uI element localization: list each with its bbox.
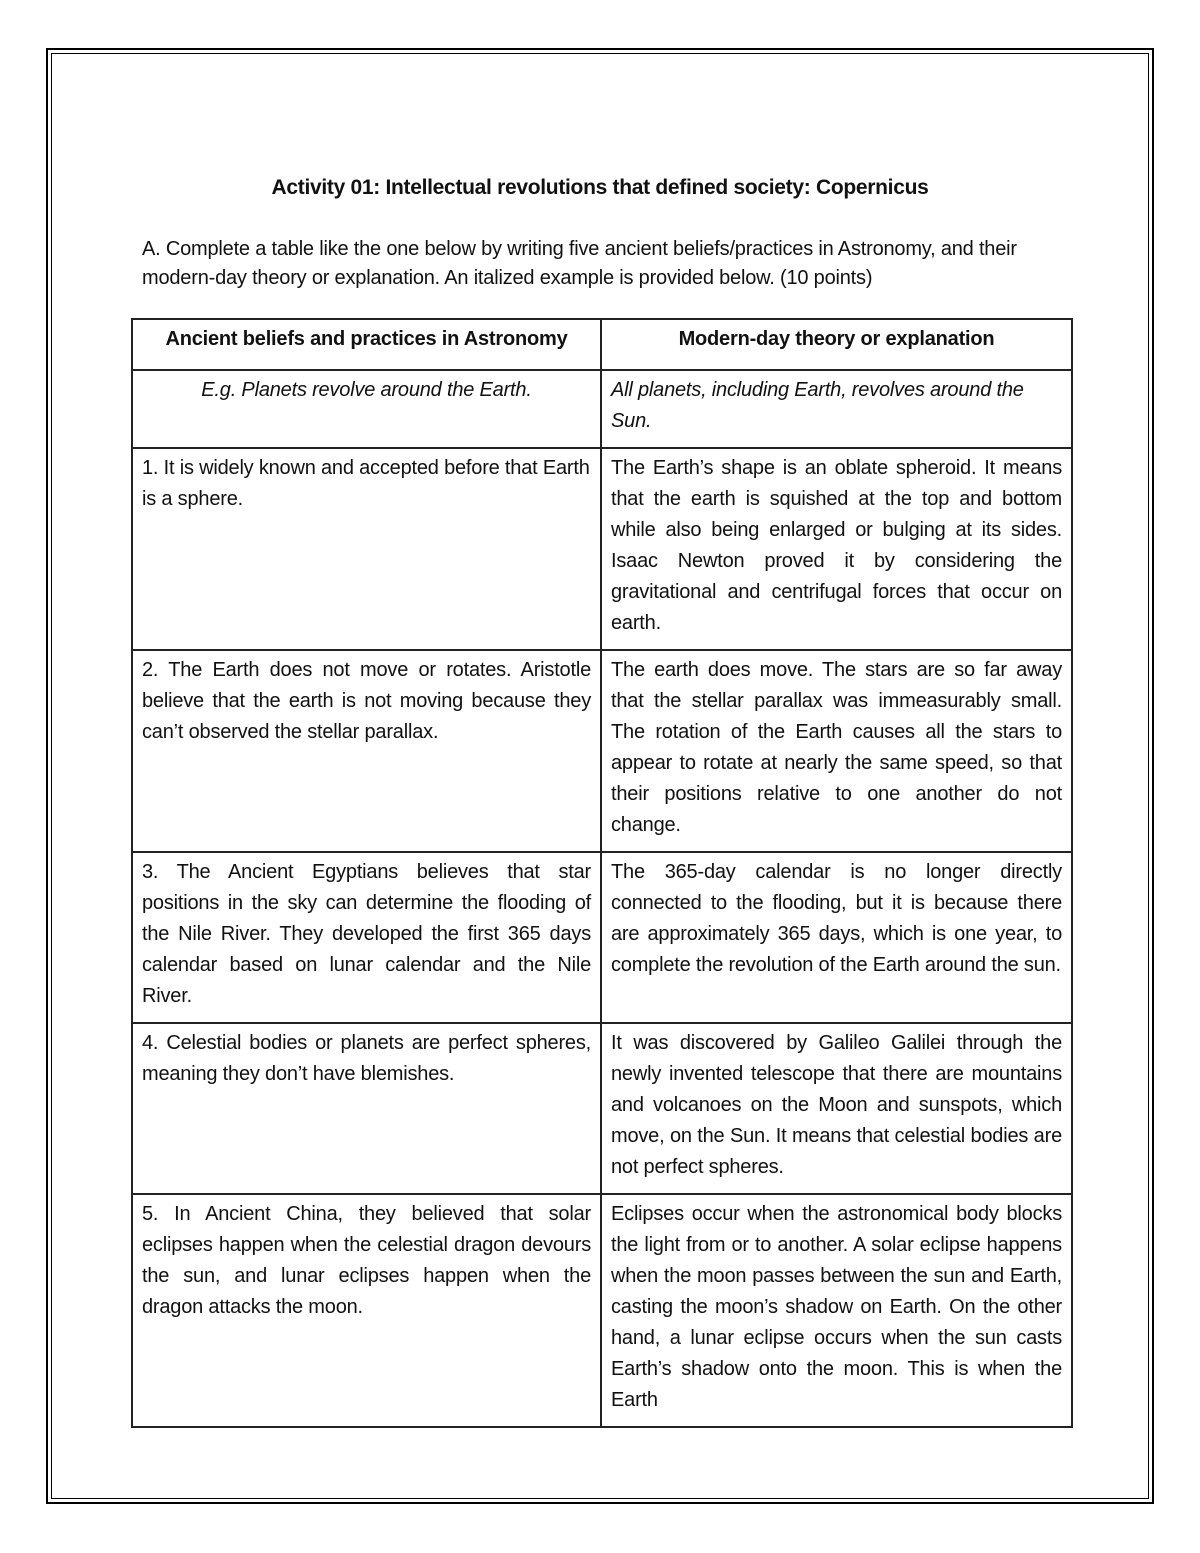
- ancient-belief-cell: 4. Celestial bodies or planets are perfect spheres, meaning they don’t have blemishes.: [132, 1023, 601, 1194]
- instructions-paragraph: A. Complete a table like the one below by writing five ancient beliefs/practices in Astronomy, and their modern-day theory or explanation. An italized example is provided below. (10 points): [142, 238, 1017, 289]
- beliefs-table: [131, 318, 1073, 1428]
- ancient-belief-cell: 1. It is widely known and accepted before that Earth is a sphere.: [132, 448, 601, 650]
- example-ancient: E.g. Planets revolve around the Earth.: [132, 370, 601, 448]
- ancient-belief-cell: 2. The Earth does not move or rotates. Aristotle believe that the earth is not moving because they can’t observed the stellar parallax.: [132, 650, 601, 852]
- modern-explanation-cell: The earth does move. The stars are so far away that the stellar parallax was immeasurably small. The rotation of the Earth causes all the stars to appear to rotate at nearly the same speed, so that their positions relative to one another do not change.: [601, 650, 1072, 852]
- ancient-belief-cell: 3. The Ancient Egyptians believes that star positions in the sky can determine the flooding of the Nile River. They developed the first 365 days calendar based on lunar calendar and the Nile River.: [132, 852, 601, 1023]
- example-row: [132, 370, 1072, 448]
- document-title: Activity 01: Intellectual revolutions that defined society: Copernicus: [271, 176, 929, 199]
- table-row: [132, 852, 1072, 1023]
- modern-explanation-cell: The 365-day calendar is no longer directly connected to the flooding, but it is because there are approximately 365 days, which is one year, to complete the revolution of the Earth around the sun.: [601, 852, 1072, 1023]
- table-row: [132, 1023, 1072, 1194]
- modern-explanation-cell: The Earth’s shape is an oblate spheroid. It means that the earth is squished at the top and bottom while also being enlarged or bulging at its sides. Isaac Newton proved it by considering the gravitational and centrifugal forces that occur on earth.: [601, 448, 1072, 650]
- example-modern: All planets, including Earth, revolves around the Sun.: [601, 370, 1072, 448]
- table-header-row: [132, 319, 1072, 370]
- header-modern: Modern-day theory or explanation: [601, 319, 1072, 370]
- modern-explanation-cell: It was discovered by Galileo Galilei through the newly invented telescope that there are mountains and volcanoes on the Moon and sunspots, which move, on the Sun. It means that celestial bodies are not perfect spheres.: [601, 1023, 1072, 1194]
- ancient-belief-cell: 5. In Ancient China, they believed that solar eclipses happen when the celestial dragon devours the sun, and lunar eclipses happen when the dragon attacks the moon.: [132, 1194, 601, 1427]
- table-row: [132, 650, 1072, 852]
- table-row: [132, 448, 1072, 650]
- table-row: [132, 1194, 1072, 1427]
- modern-explanation-cell: Eclipses occur when the astronomical body blocks the light from or to another. A solar eclipse happens when the moon passes between the sun and Earth, casting the moon’s shadow on Earth. On the other hand, a lunar eclipse occurs when the sun casts Earth’s shadow onto the moon. This is when the Earth: [601, 1194, 1072, 1427]
- header-ancient: Ancient beliefs and practices in Astronomy: [132, 319, 601, 370]
